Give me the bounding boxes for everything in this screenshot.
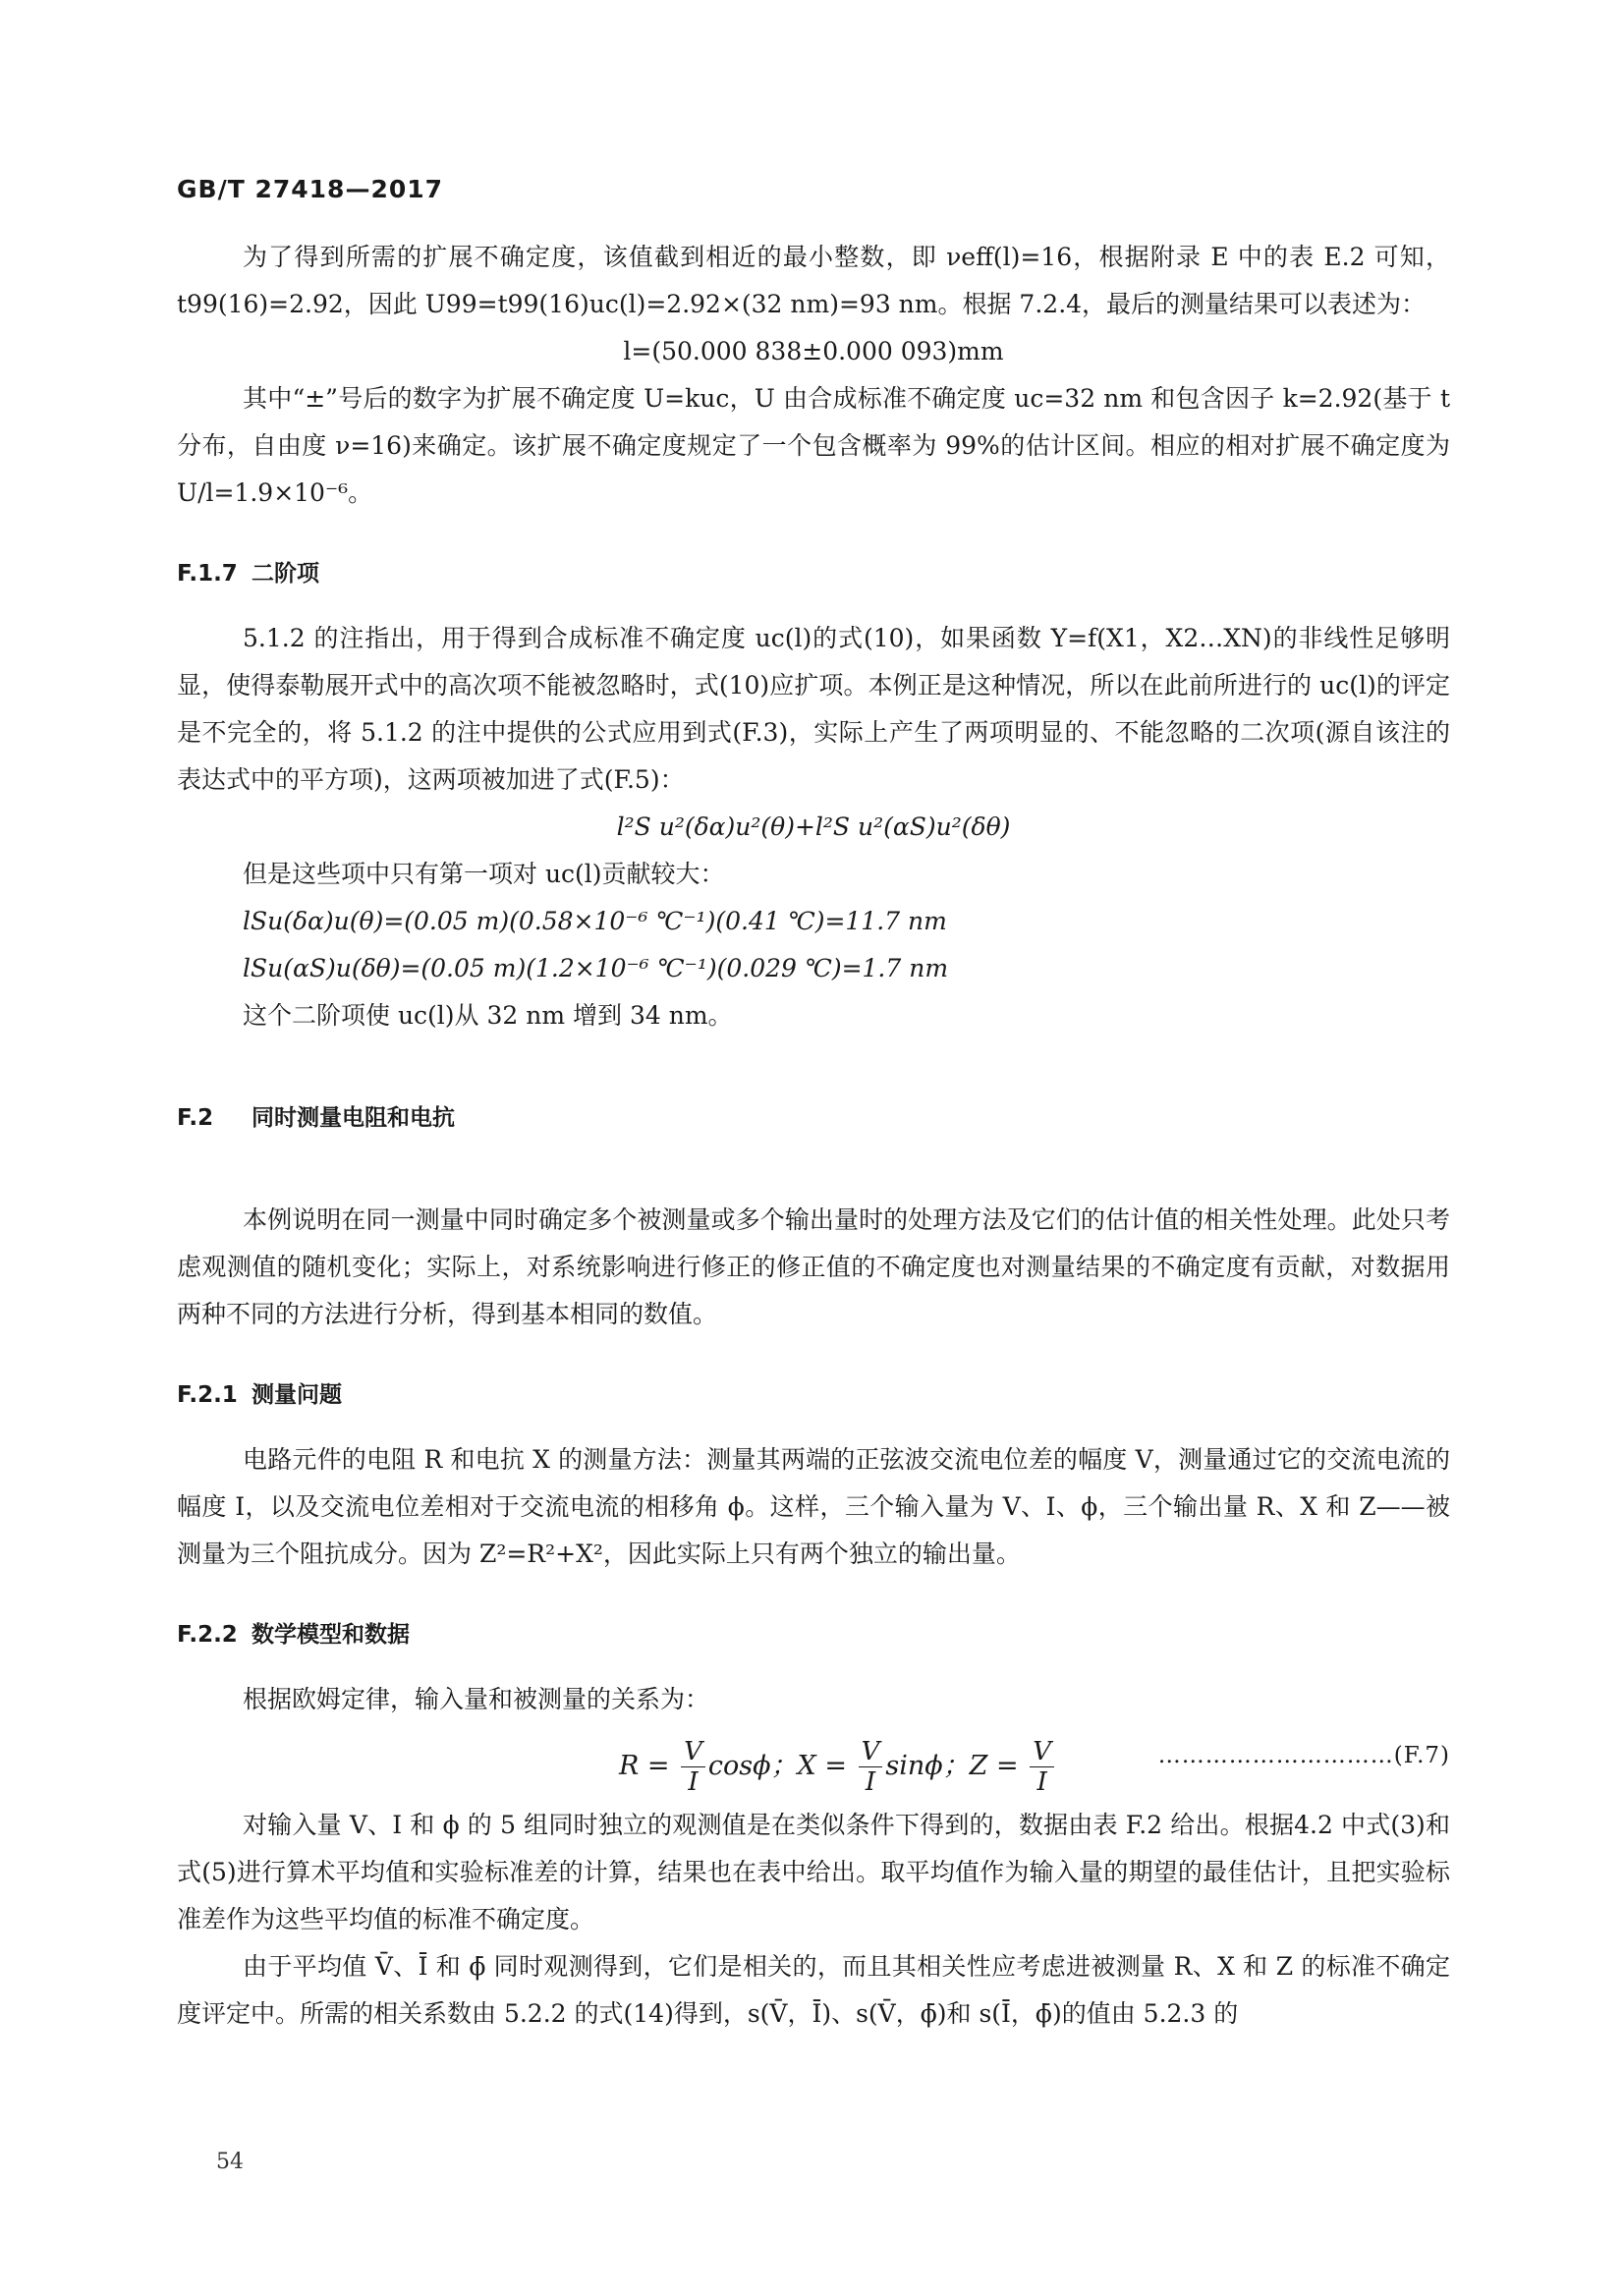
section-number: F.2.1 xyxy=(177,1382,238,1408)
equation-number-f7: …………………………(F.7) xyxy=(1157,1743,1450,1768)
section-number: F.2 xyxy=(177,1105,214,1131)
paragraph-second-order-intro: 5.1.2 的注指出，用于得到合成标准不确定度 uc(l)的式(10)，如果函数 Y=f(X1，X2…XN)的非线性足够明显，使得泰勒展开式中的高次项不能被忽略时，式(10)应扩项。本例正是这种情况，所以在此前所进行的 uc(l)的评定是不完全的，将 5.1.2 的注中提供的公式应用到式(F.3)，实际上产生了两项明显的、不能忽略的二次项(源自该注的表达式中的平方项)，这两项被加进了式(F.5)： xyxy=(177,624,1450,794)
denominator: I xyxy=(865,1767,876,1797)
equation-f7-formula xyxy=(619,1737,1057,1797)
section-heading-f17 xyxy=(177,550,1450,597)
section-number: F.2.2 xyxy=(177,1622,238,1648)
eq-sin-term: sinϕ；Z = xyxy=(885,1751,1019,1781)
numerator: V xyxy=(859,1737,883,1767)
section-heading-f21 xyxy=(177,1372,1450,1419)
fraction-v-over-i xyxy=(1030,1737,1054,1797)
section-heading-f2 xyxy=(177,1094,1450,1142)
denominator: I xyxy=(688,1767,699,1797)
section-title: 测量问题 xyxy=(252,1382,342,1408)
paragraph-correlation: 由于平均值 V̄、Ī 和 ϕ̄ 同时观测得到，它们是相关的，而且其相关性应考虑进被测量 R、X 和 Z 的标准不确定度评定中。所需的相关系数由 5.2.2 的式(14)得到，s(V̄，Ī)、s(V̄，ϕ̄)和 s(Ī，ϕ̄)的值由 5.2.3 的 xyxy=(177,1952,1450,2028)
calculation-line-2: lSu(αS)u(δθ)=(0.05 m)(1.2×10⁻⁶ ℃⁻¹)(0.029 ℃)=1.7 nm xyxy=(243,954,949,982)
section-number: F.1.7 xyxy=(177,561,238,587)
page-content xyxy=(177,234,1450,2038)
paragraph-coverage-factor: 其中“±”号后的数字为扩展不确定度 U=kuc，U 由合成标准不确定度 uc=32 nm 和包含因子 k=2.92(基于 t 分布，自由度 ν=16)来确定。该扩展不确定度规定了一个包含概率为 99%的估计区间。相应的相对扩展不确定度为 U/l=1.9×10⁻⁶。 xyxy=(177,384,1450,507)
paragraph-expanded-uncertainty: 为了得到所需的扩展不确定度，该值截到相近的最小整数，即 νeff(l)=16，根据附录 E 中的表 E.2 可知，t99(16)=2.92，因此 U99=t99(16)uc(l)=2.92×(32 nm)=93 nm。根据 7.2.4，最后的测量结果可以表述为： xyxy=(177,243,1450,318)
section-title: 数学模型和数据 xyxy=(252,1622,410,1648)
paragraph-f2-intro: 本例说明在同一测量中同时确定多个被测量或多个输出量时的处理方法及它们的估计值的相关性处理。此处只考虑观测值的随机变化；实际上，对系统影响进行修正的修正值的不确定度也对测量结果的不确定度有贡献，对数据用两种不同的方法进行分析，得到基本相同的数值。 xyxy=(177,1205,1450,1328)
page-number: 54 xyxy=(216,2150,244,2174)
eq-r-lhs: R = xyxy=(619,1751,670,1781)
paragraph-observations: 对输入量 V、I 和 ϕ 的 5 组同时独立的观测值是在类似条件下得到的，数据由表 F.2 给出。根据4.2 中式(3)和式(5)进行算术平均值和实验标准差的计算，结果也在表中给出。取平均值作为输入量的期望的最佳估计，且把实验标准差作为这些平均值的标准不确定度。 xyxy=(177,1811,1450,1933)
paragraph-first-term-note: 但是这些项中只有第一项对 uc(l)贡献较大： xyxy=(243,860,725,888)
second-order-terms-equation: l²S u²(δα)u²(θ)+l²S u²(αS)u²(δθ) xyxy=(616,812,1011,841)
equation-f7 xyxy=(177,1723,1450,1802)
paragraph-ohms-law: 根据欧姆定律，输入量和被测量的关系为： xyxy=(243,1685,710,1713)
fraction-v-over-i xyxy=(859,1737,883,1797)
numerator: V xyxy=(1030,1737,1054,1767)
paragraph-second-order-result: 这个二阶项使 uc(l)从 32 nm 增到 34 nm。 xyxy=(243,1001,733,1030)
measurement-result-equation: l=(50.000 838±0.000 093)mm xyxy=(623,337,1004,365)
numerator: V xyxy=(681,1737,705,1767)
standard-number-header: GB/T 27418—2017 xyxy=(177,175,444,203)
section-heading-f22 xyxy=(177,1611,1450,1658)
fraction-v-over-i xyxy=(681,1737,705,1797)
paragraph-measurement-problem: 电路元件的电阻 R 和电抗 X 的测量方法：测量其两端的正弦波交流电位差的幅度 V，测量通过它的交流电流的幅度 I，以及交流电位差相对于交流电流的相移角 ϕ。这样，三个输入量为 V、I、ϕ，三个输出量 R、X 和 Z——被测量为三个阻抗成分。因为 Z²=R²+X²，因此实际上只有两个独立的输出量。 xyxy=(177,1445,1450,1568)
section-title: 二阶项 xyxy=(252,561,319,587)
denominator: I xyxy=(1036,1767,1047,1797)
section-title: 同时测量电阻和电抗 xyxy=(252,1105,455,1131)
calculation-line-1: lSu(δα)u(θ)=(0.05 m)(0.58×10⁻⁶ ℃⁻¹)(0.41 ℃)=11.7 nm xyxy=(243,907,947,935)
eq-cos-term: cosϕ；X = xyxy=(707,1751,847,1781)
